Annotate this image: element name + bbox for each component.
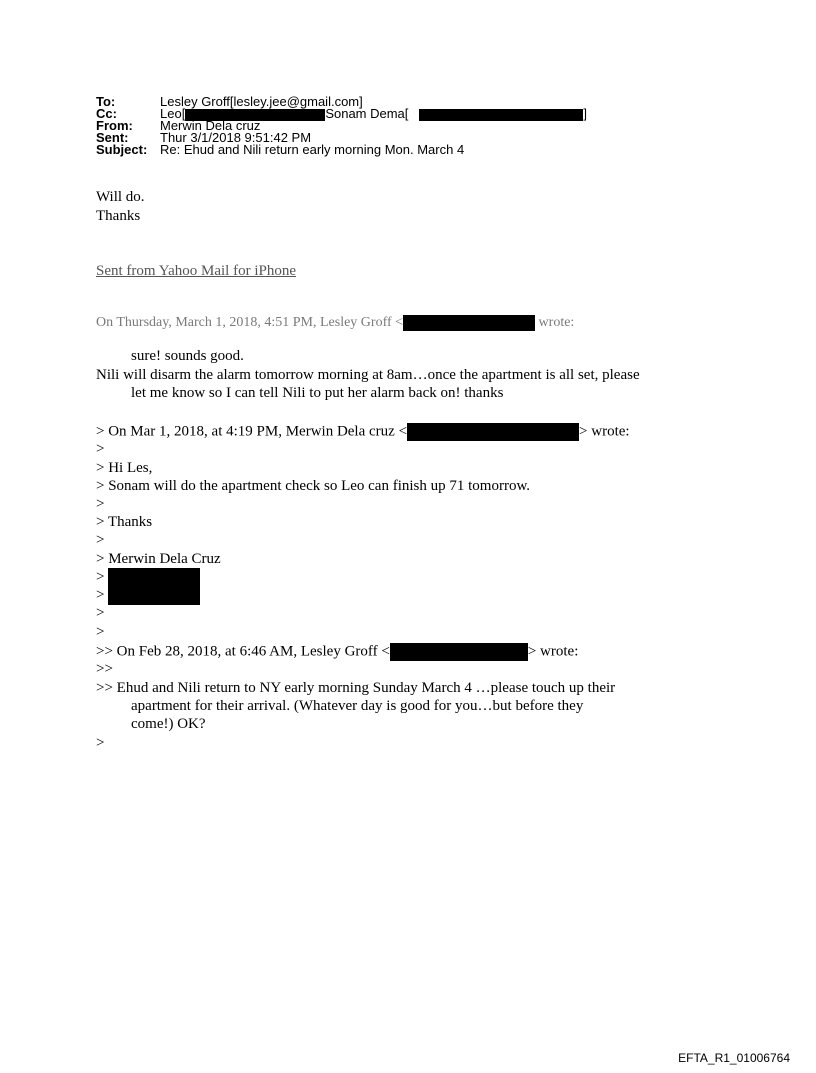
reply3-attribution-text: >> On Feb 28, 2018, at 6:46 AM, Lesley Groff < — [96, 643, 390, 660]
from-label: From: — [96, 118, 133, 133]
body-line-2: Thanks — [96, 208, 141, 224]
quote-line: > Hi Les, — [96, 460, 153, 476]
quote-line: > — [96, 735, 105, 751]
quote-line: > — [96, 441, 105, 457]
quote-line: > — [96, 587, 105, 603]
quote-line: > Merwin Dela Cruz — [96, 551, 221, 567]
reply1-line-1: sure! sounds good. — [131, 348, 244, 364]
reply3-wrote: > wrote: — [527, 643, 579, 660]
to-label: To: — [96, 94, 116, 109]
redaction-box — [407, 423, 579, 441]
sent-value: Thur 3/1/2018 9:51:42 PM — [160, 130, 312, 145]
sent-label: Sent: — [96, 130, 129, 145]
reply2-wrote: > wrote: — [579, 423, 630, 440]
reply2-attribution — [96, 423, 630, 441]
quote-line: > Thanks — [96, 514, 153, 530]
quote-line: > — [96, 569, 105, 585]
reply1-attribution — [96, 315, 574, 331]
quote-line: > Sonam will do the apartment check so Leo can finish up 71 tomorrow. — [96, 478, 531, 494]
to-value: Lesley Groff[lesley.jee@gmail.com] — [160, 94, 363, 109]
from-value: Merwin Dela cruz — [160, 118, 261, 133]
reply1-wrote: wrote: — [538, 315, 575, 331]
quote-line: >> Ehud and Nili return to NY early morning Sunday March 4 …please touch up their — [96, 680, 616, 696]
cc-close: ] — [583, 106, 588, 121]
reply1-line-3: let me know so I can tell Nili to put her alarm back on! thanks — [131, 385, 504, 401]
redaction-box — [419, 109, 583, 121]
quote-line: come!) OK? — [131, 716, 206, 732]
cc-name-1: Leo[ — [160, 106, 186, 121]
subject-value: Re: Ehud and Nili return early morning Mon. March 4 — [160, 142, 465, 157]
cc-name-2: Sonam Dema[ — [325, 106, 409, 121]
reply3-attribution — [96, 643, 578, 661]
reply1-line-2: Nili will disarm the alarm tomorrow morning at 8am…once the apartment is all set, please — [96, 367, 640, 383]
redaction-box — [403, 315, 535, 331]
quote-line: > — [96, 624, 105, 640]
quote-line: >> — [96, 661, 113, 677]
redaction-box — [390, 643, 528, 661]
reply1-attribution-text: On Thursday, March 1, 2018, 4:51 PM, Lesley Groff < — [96, 315, 404, 331]
signature-link[interactable]: Sent from Yahoo Mail for iPhone — [96, 263, 296, 279]
quote-line: > — [96, 532, 105, 548]
quote-line: apartment for their arrival. (Whatever day is good for you…but before they — [131, 698, 584, 714]
quote-line: > — [96, 496, 105, 512]
bates-number: EFTA_R1_01006764 — [678, 1051, 790, 1065]
quote-line: > — [96, 605, 105, 621]
cc-label: Cc: — [96, 106, 117, 121]
subject-label: Subject: — [96, 142, 148, 157]
reply2-attribution-text: > On Mar 1, 2018, at 4:19 PM, Merwin Dela cruz < — [96, 423, 408, 440]
body-line-1: Will do. — [96, 189, 145, 205]
redaction-box — [108, 568, 200, 605]
